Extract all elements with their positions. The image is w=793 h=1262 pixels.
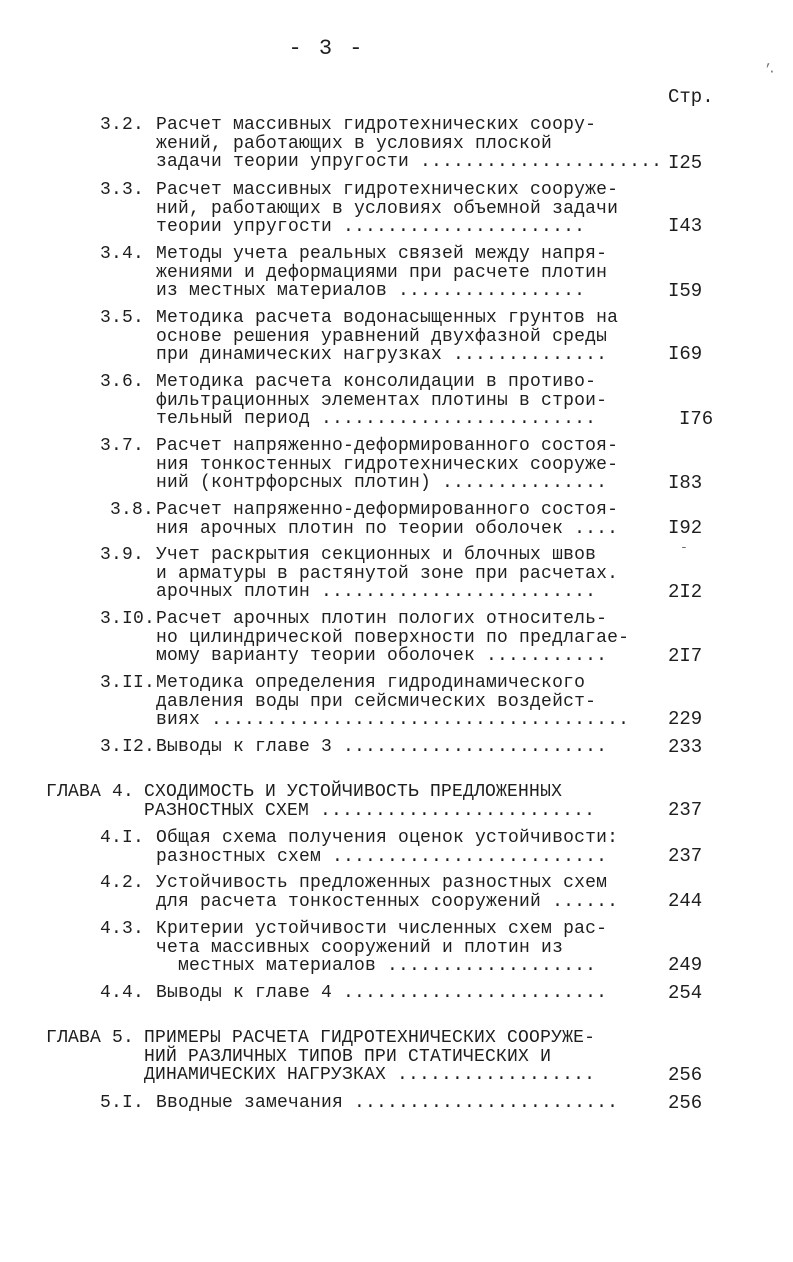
toc-entry-line: Методы учета реальных связей между напря- — [156, 244, 608, 264]
toc-entry-line: ний (контрфорсных плотин) ............... — [156, 473, 608, 493]
toc-entry-line: виях ...................................... — [156, 710, 630, 730]
toc-entry-page: 229 — [668, 708, 703, 730]
toc-entry-line: Методика определения гидродинамического — [156, 673, 586, 693]
toc-entry-line: Критерии устойчивости численных схем рас- — [156, 919, 608, 939]
toc-entry-line: но цилиндрической поверхности по предлагае- — [156, 627, 630, 648]
toc-chapter-number: ГЛАВА 5. — [46, 1028, 135, 1048]
margin-mark: · — [768, 64, 776, 79]
toc-chapter-title: ПРИМЕРЫ РАСЧЕТА ГИДРОТЕХНИЧЕСКИХ СООРУЖЕ- — [144, 1028, 596, 1048]
toc-entry-line: Выводы к главе 4 ........................ — [156, 983, 608, 1003]
toc-entry-line: для расчета тонкостенных сооружений ...... — [156, 891, 619, 912]
toc-entry-line: чета массивных сооружений и плотин из — [156, 937, 564, 958]
toc-entry-number: 3.4. — [100, 244, 145, 264]
toc-entry-line: давления воды при сейсмических воздейст- — [156, 691, 597, 712]
toc-entry-line: фильтрационных элементах плотины в строи- — [156, 390, 608, 411]
toc-entry-page: 2I2 — [668, 581, 703, 603]
toc-entry-number: 3.6. — [100, 372, 145, 392]
toc-entry-number: 5.I. — [100, 1093, 145, 1113]
toc-entry-page: 244 — [668, 890, 703, 912]
toc-entry-number: 3.II. — [100, 673, 156, 693]
toc-chapter-title: НИЙ РАЗЛИЧНЫХ ТИПОВ ПРИ СТАТИЧЕСКИХ И — [144, 1046, 552, 1067]
toc-entry-line: теории упругости ...................... — [156, 217, 586, 237]
toc-entry-page: 256 — [668, 1092, 703, 1114]
toc-entry-page: I92 — [668, 517, 703, 539]
toc-entry-page: I69 — [668, 343, 703, 365]
toc-entry-number: 3.5. — [100, 308, 145, 328]
toc-entry-line: основе решения уравнений двухфазной среды — [156, 326, 608, 347]
toc-entry-line: Устойчивость предложенных разностных схем — [156, 873, 608, 893]
toc-entry-line: из местных материалов ................. — [156, 281, 586, 301]
toc-entry-page: 233 — [668, 736, 703, 758]
toc-entry-line: Выводы к главе 3 ........................ — [156, 737, 608, 757]
toc-entry-line: жений, работающих в условиях плоской — [156, 133, 553, 154]
margin-mark: , — [765, 54, 773, 69]
toc-entry-number: 3.I0. — [100, 609, 156, 629]
toc-entry-number: 3.3. — [100, 180, 145, 200]
toc-entry-number: 3.7. — [100, 436, 145, 456]
toc-entry-page: 256 — [668, 1064, 703, 1086]
toc-entry-line: ний, работающих в условиях объемной задачи — [156, 198, 619, 219]
toc-entry-number: 3.9. — [100, 545, 145, 565]
toc-entry-line: разностных схем ......................... — [156, 846, 608, 867]
margin-mark: - — [680, 540, 688, 555]
toc-entry-number: 4.I. — [100, 828, 145, 848]
toc-entry-line: и арматуры в растянутой зоне при расчетах. — [156, 563, 619, 584]
toc-entry-line: при динамических нагрузках .............. — [156, 345, 608, 365]
toc-entry-number: 3.8. — [110, 500, 155, 520]
toc-chapter-title: РАЗНОСТНЫХ СХЕМ ......................... — [144, 800, 596, 821]
toc-entry-line: Расчет напряженно-деформированного состоя- — [156, 436, 619, 456]
toc-entry-page: I25 — [668, 152, 703, 174]
toc-entry-line: ния арочных плотин по теории оболочек .... — [156, 518, 619, 539]
toc-entry-line: Методика расчета консолидации в противо- — [156, 372, 597, 392]
toc-entry-line: задачи теории упругости ...................... — [156, 152, 663, 172]
toc-entry-page: 2I7 — [668, 645, 703, 667]
toc-entry-line: Методика расчета водонасыщенных грунтов на — [156, 308, 619, 328]
toc-entry-page: 237 — [668, 845, 703, 867]
toc-entry-page: I59 — [668, 280, 703, 302]
toc-entry-line: Расчет массивных гидротехнических соору- — [156, 115, 597, 135]
page-column-label: Стр. — [668, 86, 714, 108]
toc-entry-page: I83 — [668, 472, 703, 494]
toc-entry-page: I76 — [679, 408, 714, 430]
toc-entry-line: арочных плотин ......................... — [156, 582, 597, 602]
toc-entry-number: 4.4. — [100, 983, 145, 1003]
toc-entry-number: 3.I2. — [100, 737, 156, 757]
toc-entry-page: 254 — [668, 982, 703, 1004]
toc-entry-line: Учет раскрытия секционных и блочных швов — [156, 545, 597, 565]
toc-chapter-number: ГЛАВА 4. — [46, 782, 135, 802]
toc-entry-line: мому варианту теории оболочек ........... — [156, 646, 608, 666]
toc-chapter-title: СХОДИМОСТЬ И УСТОЙЧИВОСТЬ ПРЕДЛОЖЕННЫХ — [144, 782, 563, 802]
toc-entry-line: Вводные замечания ........................ — [156, 1093, 619, 1113]
toc-entry-number: 4.3. — [100, 919, 145, 939]
toc-entry-page: 249 — [668, 954, 703, 976]
toc-entry-line: местных материалов ................... — [156, 956, 597, 976]
toc-entry-line: жениями и деформациями при расчете плотин — [156, 262, 608, 283]
toc-entry-line: Расчет напряженно-деформированного состоя- — [156, 500, 619, 520]
toc-entry-number: 4.2. — [100, 873, 145, 893]
toc-entry-line: Расчет массивных гидротехнических сооруже- — [156, 180, 619, 200]
toc-entry-line: тельный период ......................... — [156, 409, 597, 429]
page-number: - 3 - — [288, 36, 365, 61]
toc-entry-number: 3.2. — [100, 115, 145, 135]
toc-entry-line: Общая схема получения оценок устойчивости: — [156, 828, 619, 848]
toc-chapter-title: ДИНАМИЧЕСКИХ НАГРУЗКАХ .................. — [144, 1065, 596, 1085]
toc-entry-line: Расчет арочных плотин пологих относитель- — [156, 609, 608, 629]
toc-entry-page: 237 — [668, 799, 703, 821]
toc-entry-line: ния тонкостенных гидротехнических сооруже- — [156, 454, 619, 475]
toc-entry-page: I43 — [668, 215, 703, 237]
